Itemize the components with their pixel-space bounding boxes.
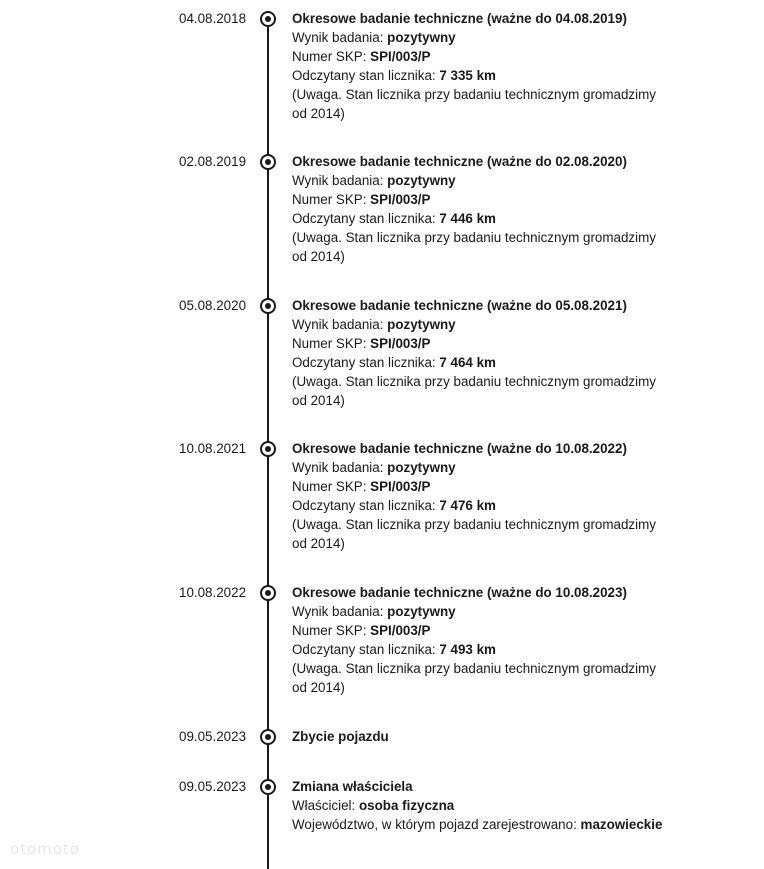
skp-label: Numer SKP: xyxy=(292,336,367,351)
odometer-reading xyxy=(292,66,664,85)
skp-value: SPI/003/P xyxy=(370,479,431,494)
owner-type xyxy=(292,796,664,815)
odometer-label: Odczytany stan licznika: xyxy=(292,498,436,513)
inspection-result xyxy=(292,28,664,47)
odometer-reading xyxy=(292,496,664,515)
skp-number xyxy=(292,47,664,66)
registration-voivodeship xyxy=(292,815,664,834)
odometer-value: 7 493 km xyxy=(439,642,496,657)
skp-value: SPI/003/P xyxy=(370,49,431,64)
odometer-label: Odczytany stan licznika: xyxy=(292,355,436,370)
result-value: pozytywny xyxy=(387,173,456,188)
inspection-result xyxy=(292,315,664,334)
odometer-value: 7 476 km xyxy=(439,498,496,513)
odometer-note: (Uwaga. Stan licznika przy badaniu technicznym gromadzimy od 2014) xyxy=(292,374,656,408)
skp-number xyxy=(292,621,664,640)
event-date: 09.05.2023 xyxy=(179,729,247,744)
event-details xyxy=(292,296,664,410)
timeline-dot-icon xyxy=(260,585,276,601)
odometer-label: Odczytany stan licznika: xyxy=(292,68,436,83)
odometer-note: (Uwaga. Stan licznika przy badaniu technicznym gromadzimy od 2014) xyxy=(292,230,656,264)
skp-value: SPI/003/P xyxy=(370,336,431,351)
event-date: 10.08.2021 xyxy=(179,441,247,456)
event-details xyxy=(292,727,664,746)
event-title: Okresowe badanie techniczne (ważne do 10.08.2022) xyxy=(292,441,627,456)
inspection-result xyxy=(292,602,664,621)
event-details xyxy=(292,583,664,697)
timeline-dot-icon xyxy=(260,11,276,27)
timeline-dot-icon xyxy=(260,729,276,745)
odometer-value: 7 464 km xyxy=(439,355,496,370)
event-date: 09.05.2023 xyxy=(179,779,247,794)
timeline-dot-icon xyxy=(260,298,276,314)
owner-value: osoba fizyczna xyxy=(358,798,455,813)
timeline-dot-icon xyxy=(260,154,276,170)
result-label: Wynik badania: xyxy=(292,30,384,45)
odometer-label: Odczytany stan licznika: xyxy=(292,211,436,226)
event-details xyxy=(292,777,664,834)
event-title: Okresowe badanie techniczne (ważne do 10.08.2023) xyxy=(292,585,627,600)
odometer-value: 7 335 km xyxy=(439,68,496,83)
inspection-result xyxy=(292,171,664,190)
voivodeship-value: mazowieckie xyxy=(580,817,663,832)
skp-number xyxy=(292,190,664,209)
event-title: Okresowe badanie techniczne (ważne do 02.08.2020) xyxy=(292,154,627,169)
result-label: Wynik badania: xyxy=(292,317,384,332)
event-date: 04.08.2018 xyxy=(179,11,247,26)
event-title: Okresowe badanie techniczne (ważne do 04.08.2019) xyxy=(292,11,627,26)
event-date: 02.08.2019 xyxy=(179,154,247,169)
odometer-note: (Uwaga. Stan licznika przy badaniu technicznym gromadzimy od 2014) xyxy=(292,661,656,695)
voivodeship-label: Województwo, w którym pojazd zarejestrowano: xyxy=(292,817,577,832)
timeline-dot-icon xyxy=(260,779,276,795)
result-value: pozytywny xyxy=(387,30,456,45)
event-details xyxy=(292,152,664,266)
odometer-value: 7 446 km xyxy=(439,211,496,226)
skp-value: SPI/003/P xyxy=(370,192,431,207)
odometer-reading xyxy=(292,640,664,659)
result-value: pozytywny xyxy=(387,604,456,619)
odometer-reading xyxy=(292,353,664,372)
result-label: Wynik badania: xyxy=(292,604,384,619)
result-label: Wynik badania: xyxy=(292,173,384,188)
skp-number xyxy=(292,477,664,496)
event-title: Okresowe badanie techniczne (ważne do 05.08.2021) xyxy=(292,298,627,313)
skp-label: Numer SKP: xyxy=(292,192,367,207)
skp-label: Numer SKP: xyxy=(292,479,367,494)
event-details xyxy=(292,439,664,553)
event-title: Zmiana właściciela xyxy=(292,779,413,794)
odometer-label: Odczytany stan licznika: xyxy=(292,642,436,657)
skp-number xyxy=(292,334,664,353)
skp-label: Numer SKP: xyxy=(292,623,367,638)
skp-value: SPI/003/P xyxy=(370,623,431,638)
skp-label: Numer SKP: xyxy=(292,49,367,64)
timeline-dot-icon xyxy=(260,441,276,457)
odometer-note: (Uwaga. Stan licznika przy badaniu technicznym gromadzimy od 2014) xyxy=(292,87,656,121)
result-value: pozytywny xyxy=(387,460,456,475)
event-date: 10.08.2022 xyxy=(179,585,247,600)
event-date: 05.08.2020 xyxy=(179,298,247,313)
inspection-result xyxy=(292,458,664,477)
owner-label: Właściciel: xyxy=(292,798,356,813)
odometer-note: (Uwaga. Stan licznika przy badaniu technicznym gromadzimy od 2014) xyxy=(292,517,656,551)
watermark-logo: otomoto xyxy=(10,840,81,858)
result-label: Wynik badania: xyxy=(292,460,384,475)
odometer-reading xyxy=(292,209,664,228)
event-details xyxy=(292,9,664,123)
result-value: pozytywny xyxy=(387,317,456,332)
event-title: Zbycie pojazdu xyxy=(292,729,389,744)
